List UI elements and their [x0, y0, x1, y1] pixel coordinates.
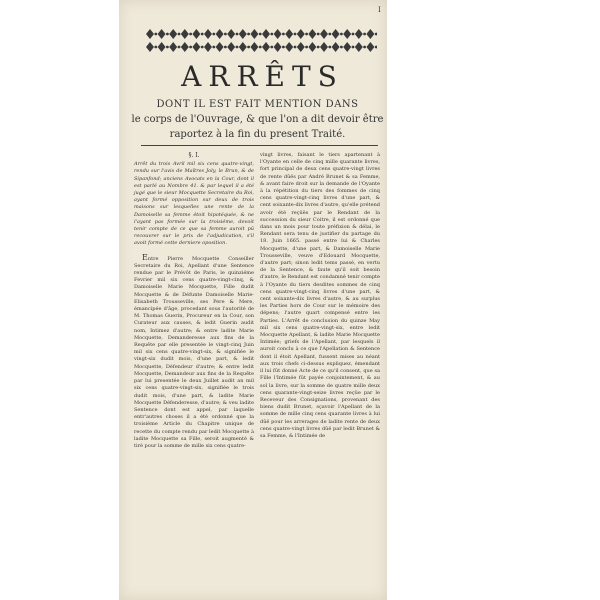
- fleuron-ornament: [308, 42, 316, 52]
- fleuron-ornament: [158, 29, 166, 39]
- fleuron-dot: [154, 33, 157, 36]
- fleuron-dot: [247, 46, 250, 49]
- fleuron-dot: [270, 33, 273, 36]
- fleuron-dot: [178, 33, 181, 36]
- fleuron-ornament: [192, 42, 200, 52]
- fleuron-dot: [236, 46, 239, 49]
- fleuron-ornament: [192, 29, 200, 39]
- subtitle: [130, 97, 385, 142]
- fleuron-ornament: [355, 42, 363, 52]
- fleuron-ornament: [355, 29, 363, 39]
- fleuron-ornament: [366, 42, 374, 52]
- fleuron-ornament: [227, 42, 235, 52]
- fleuron-dot: [375, 46, 377, 49]
- fleuron-ornament: [308, 29, 316, 39]
- fleuron-dot: [247, 33, 250, 36]
- fleuron-ornament: [320, 42, 328, 52]
- fleuron-dot: [294, 46, 297, 49]
- fleuron-ornament: [216, 42, 224, 52]
- fleuron-ornament: [343, 42, 351, 52]
- divider-rule: [141, 145, 378, 146]
- fleuron-dot: [282, 46, 285, 49]
- fleuron-ornament: [285, 29, 293, 39]
- fleuron-dot: [328, 46, 331, 49]
- fleuron-ornament: [239, 29, 247, 39]
- fleuron-dot: [294, 33, 297, 36]
- fleuron-dot: [352, 46, 355, 49]
- fleuron-ornament: [181, 29, 189, 39]
- page-number: I: [378, 6, 381, 14]
- fleuron-dot: [166, 46, 169, 49]
- fleuron-ornament: [239, 42, 247, 52]
- fleuron-dot: [317, 46, 320, 49]
- fleuron-dot: [259, 33, 262, 36]
- fleuron-ornament: [158, 42, 166, 52]
- fleuron-dot: [328, 33, 331, 36]
- fleuron-ornament: [262, 29, 270, 39]
- left-column: [134, 152, 254, 450]
- fleuron-dot: [340, 46, 343, 49]
- right-column: [260, 152, 380, 440]
- fleuron-dot: [189, 46, 192, 49]
- fleuron-ornament: [250, 42, 258, 52]
- fleuron-dot: [352, 33, 355, 36]
- fleuron-dot: [212, 46, 215, 49]
- fleuron-ornament: [250, 29, 258, 39]
- fleuron-dot: [236, 33, 239, 36]
- fleuron-ornament: [262, 42, 270, 52]
- fleuron-ornament: [204, 42, 212, 52]
- fleuron-ornament: [146, 42, 154, 52]
- fleuron-dot: [166, 33, 169, 36]
- section-heading: §. I.: [188, 152, 200, 159]
- arret-summary: Arrêt du trois Avril mil six cens quatre-vingt, rendu sur l'avis de Maîtres Joly, le Brun, & de Sipanfond; anciens Avocats en la Cour, dont il est parlé au Nombre 41. & par lequel il a été jugé que le sieur Mocquette Secretaire du Roi, ayant formé opposition sur deux de trois maisons sur lesquelles une rente de la Damoiselle sa femme étoit hipotéquée, & ne l'ayant pas formée sur la troisiéme, devoit tenir compte de ce que sa femme auroit pû recouvrer sur le prix de l'adjudication, s'il avoit formé cette derniere oposition.: [134, 161, 254, 247]
- fleuron-dot: [282, 33, 285, 36]
- fleuron-dot: [317, 33, 320, 36]
- fleuron-ornament: [216, 29, 224, 39]
- fleuron-ornament: [204, 29, 212, 39]
- fleuron-dot: [340, 33, 343, 36]
- page-title: ARRÊTS: [181, 60, 344, 93]
- fleuron-dot: [224, 46, 227, 49]
- fleuron-dot: [212, 33, 215, 36]
- fleuron-ornament: [169, 42, 177, 52]
- left-body-text: Entre Pierre Mocquette Conseiller Secretaire du Roi, Apellant d'une Sentence rendue par le Prévôt de Paris, le quinziéme Fevrier mil six cens quatre-vingt-cinq, & Damoiselle Marie Mocquette, Fille dudit Mocquette & de Défunte Damoiselle Marie-Elisabeth Trousseville, ses Pere & Mere, émancipée d'âge, procedant sous l'autorité de M. Thomas Guerin, Procureur en la Cour, son Curateur aux causes, & ledit Guerin audit nom, Intimez d'autre; & entre ladite Marie Mocquette, Demanderesse aux fins de la Requête par elle presentée le vingt-cinq Juin mil six cens quatre-vingt-six, & signifiée le vingt-six dudit mois, d'une part, & ledit Mocquette, Défendeur d'autre; & entre ledit Mocquette, Demandeur aux fins de la Requête par lui presentée le deux Juillet audit an mil six cens quatre-vingt-six, signifiée le trois dudit mois, d'une part, & ladite Marie Mocquette Défenderesse, d'autre; & veu ladite Sentence dont est appel, par laquelle entr'autres choses il a été ordonné que la troisiéme Article du Chapitre unique de recette du compte rendu par ledit Mocquette à ladite Mocquette sa Fille, seroit augmenté & tiré pour la somme de mille six cens quatre-: [134, 252, 254, 449]
- fleuron-dot: [305, 46, 308, 49]
- fleuron-dot: [375, 33, 377, 36]
- fleuron-dot: [363, 33, 366, 36]
- fleuron-dot: [305, 33, 308, 36]
- fleuron-dot: [189, 33, 192, 36]
- fleuron-ornament: [320, 29, 328, 39]
- fleuron-dot: [201, 46, 204, 49]
- fleuron-ornament: [297, 42, 305, 52]
- fleuron-ornament: [146, 29, 154, 39]
- subtitle-line-1: DONT IL EST FAIT MENTION DANS: [156, 99, 359, 110]
- fleuron-dot: [224, 33, 227, 36]
- fleuron-ornament: [181, 42, 189, 52]
- fleuron-dot: [178, 46, 181, 49]
- right-body-text: vingt livres, faisant le tiers apartenant à l'Oyante en celle de cinq mille quarante livres, fort principal de deux cens quatre-vingt livres de rente dûës par André Brunet & sa Femme, & avant faire droit sur la demande de l'Oyante à la répétition du tiers des fommes de cinq cens quatre-vingt-cinq livres d'une part, & cent soixante-dix livres d'autre, qu'elle prétend avoir été reçûës par le Rendant de la succession du sieur Coitre, il est ordonné que dans un mois pour toute préfixion & délai, le Rendant sera tenu de justifier du partage du 18. Juin 1665. passé entre lui & Charles Mocquette, d'une part, & Damoiselle Marie Trousseville, veuve d'Edouard Mocquette, d'autre part; sinon ledit tems passé, en vertu de la Sentence, & faute qu'il soit besoin d'autre, le Rendant est condamné tenir compte à l'Oyante du tiers desdites sommes de cinq cens quatre-vingt-cinq livres d'une part, & cent soixante-dix livres d'autre, & au surplus les Parties hors de Cour sur le mémoire des dépens; l'autre quart compensé entre les Parties. L'Arrêt de conclusion du quinze May mil six cens quatre-vingt-six, entre ledit Mocquette Apellant, & ladite Marie Mocquette Intimée; griefs de l'Apellant, par lesquels il auroit conclu à ce que l'Apellation & Sentence dont il étoit Apellant, fussent mises au néant aux trois chefs ci-dessus expliquez, émendant il lui fût donné Acte de ce qu'il consent, que sa Fille l'Intimée fût payée conjointement, & au sol la livre, sur la somme de quatre mille deux cens quarante-vingt-seize livres reçûe par le Receveur des Consignations, provenant des biens dudit Brunet, sçavoir l'Apellant de la somme de mille cinq cens quarante livres à lui dûë pour les arrerages de ladite rente de deux cens quatre-vingt livres dûë par ledit Brunet & sa Femme, & l'Intimée de: [260, 152, 380, 439]
- subtitle-line-3: raportez à la fin du present Traité.: [169, 129, 346, 140]
- subtitle-line-2: le corps de l'Ouvrage, & que l'on a dit devoir être: [131, 114, 384, 125]
- fleuron-ornament: [274, 29, 282, 39]
- fleuron-ornament: [227, 29, 235, 39]
- fleuron-dot: [259, 46, 262, 49]
- fleuron-ornament: [366, 29, 374, 39]
- fleuron-ornament: [343, 29, 351, 39]
- fleuron-ornament: [274, 42, 282, 52]
- fleuron-dot: [154, 46, 157, 49]
- fleuron-ornament: [332, 42, 340, 52]
- fleuron-dot: [201, 33, 204, 36]
- fleuron-dot: [363, 46, 366, 49]
- fleuron-ornament: [332, 29, 340, 39]
- fleuron-ornament: [297, 29, 305, 39]
- ornamental-header-band: [144, 27, 377, 55]
- fleuron-ornament: [169, 29, 177, 39]
- fleuron-dot: [270, 46, 273, 49]
- fleuron-ornament: [285, 42, 293, 52]
